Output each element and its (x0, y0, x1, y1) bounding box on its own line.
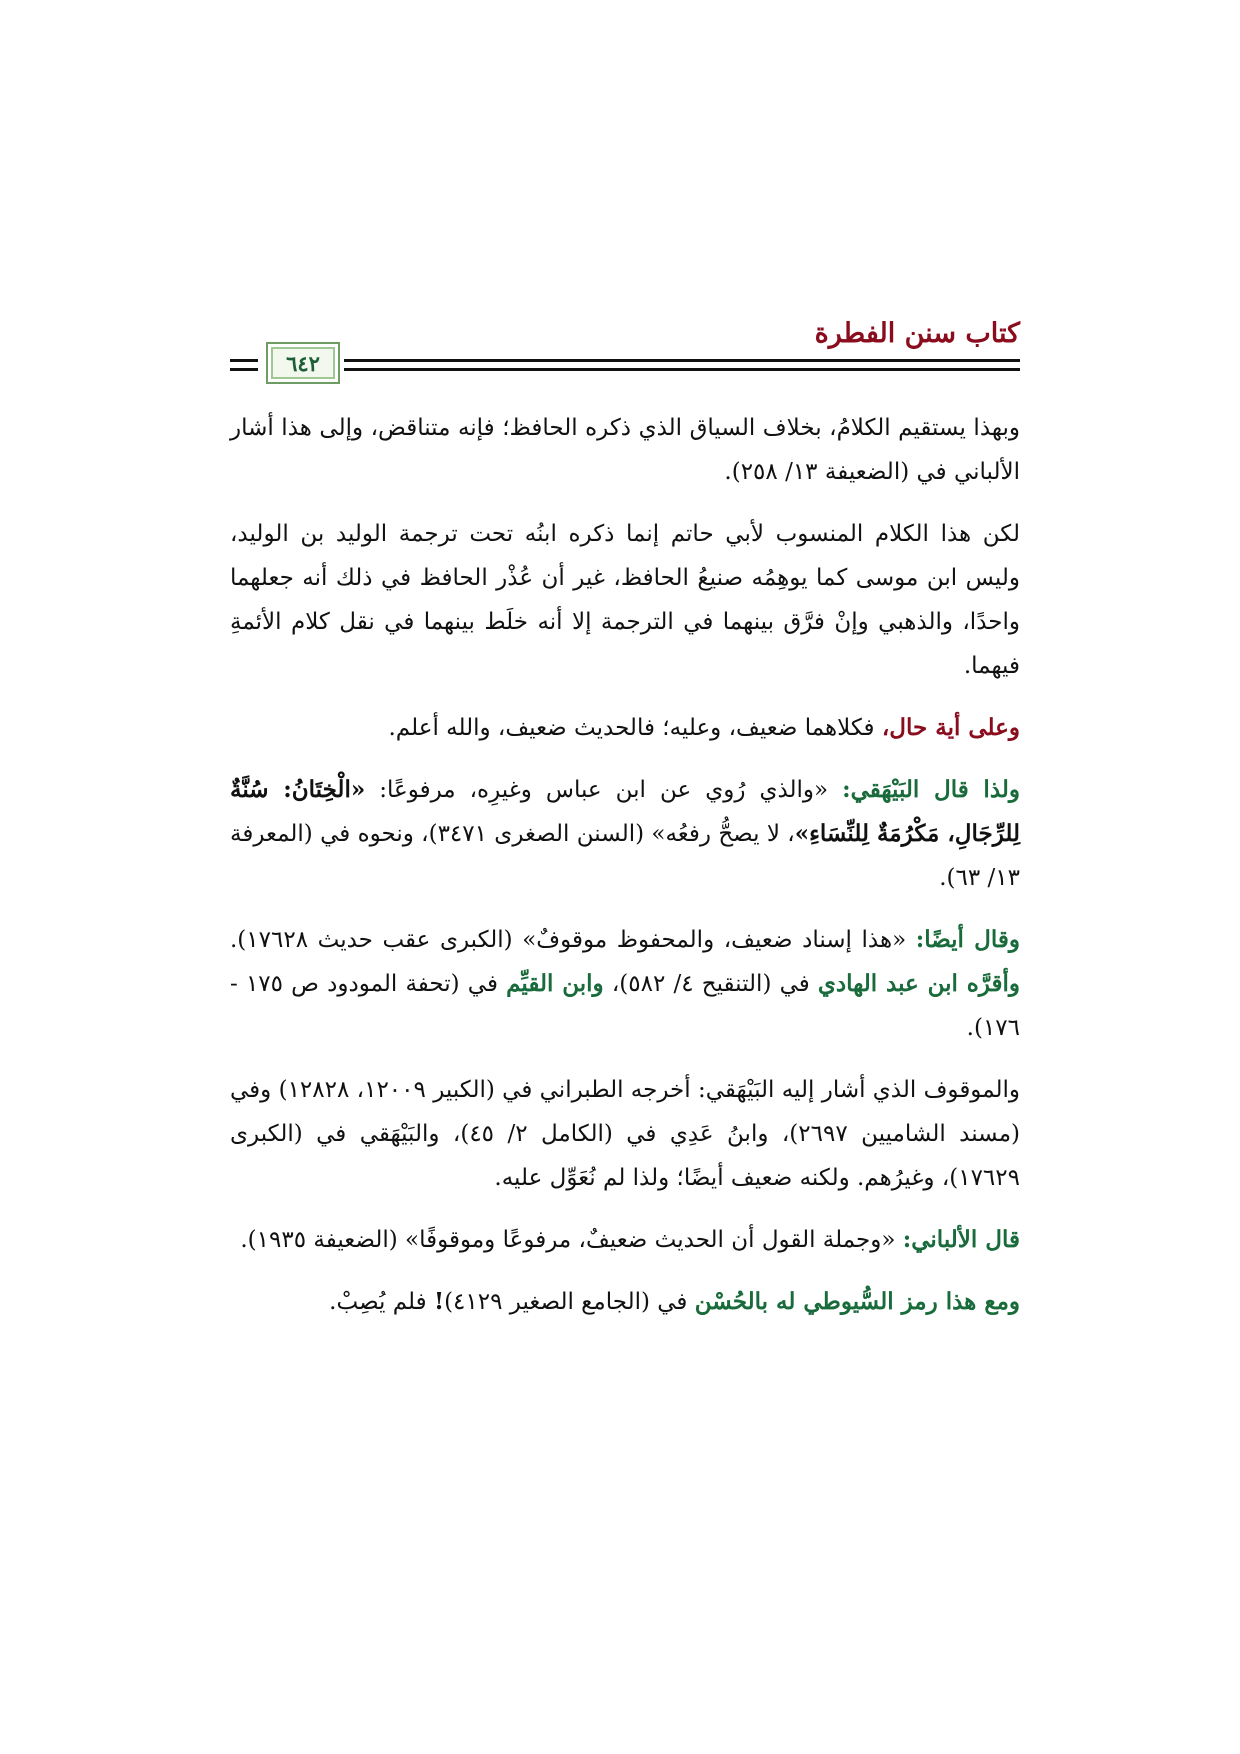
highlighted-lead: وعلى أية حال، (881, 714, 1020, 741)
paragraph-text: في (التنقيح ٤/ ٥٨٢)، (603, 971, 818, 997)
paragraph (230, 1068, 1020, 1200)
paragraph (230, 918, 1020, 1050)
paragraph-text: ، لا يصحُّ رفعُه» (السنن الصغرى ٣٤٧١)، ونحوه في (المعرفة ١٣/ ٦٣). (230, 821, 1020, 891)
highlighted-lead: ومع هذا رمز السُّيوطي له بالحُسْن (694, 1288, 1020, 1315)
paragraph-text: في (الجامع الصغير ٤١٢٩) (444, 1289, 695, 1315)
page-number-badge: ٦٤٢ (266, 342, 340, 384)
paragraph-text: فلم يُصِبْ. (329, 1289, 434, 1315)
highlighted-lead: قال الألباني: (902, 1226, 1020, 1253)
page-body (230, 406, 1020, 1342)
highlighted-lead: وقال أيضًا: (915, 926, 1021, 953)
paragraph (230, 1218, 1020, 1262)
paragraph-text: في (تحفة المودود ص ١٧٥ - ١٧٦). (230, 971, 1020, 1041)
paragraph-text: والموقوف الذي أشار إليه البَيْهَقي: أخرجه الطبراني في (الكبير ١٢٠٠٩، ١٢٨٢٨) وفي (مسند الشاميين ٢٦٩٧)، وابنُ عَدِي في (الكامل ٢/ ٤٥)، والبَيْهَقي في (الكبرى ١٧٦٢٩)، وغيرُهم. ولكنه ضعيف أيضًا؛ ولذا لم نُعَوِّل عليه. (230, 1077, 1020, 1191)
exclamation-mark: ! (433, 1288, 445, 1315)
header-rule (344, 359, 1020, 362)
paragraph (230, 768, 1020, 900)
paragraph-text: لكن هذا الكلام المنسوب لأبي حاتم إنما ذكره ابنُه تحت ترجمة الوليد بن الوليد، وليس ابن موسى كما يوهِمُه صنيعُ الحافظ، غير أن عُذْر الحافظ في ذلك أنه جعلهما واحدًا، والذهبي وإنْ فرَّق بينهما في الترجمة إلا أنه خلَط بينهما في نقل كلام الأئمةِ فيهما. (230, 521, 1020, 679)
paragraph (230, 706, 1020, 750)
header-rule (230, 368, 258, 371)
header-rule (230, 359, 258, 362)
highlighted-name: وابن القيِّم (506, 970, 604, 997)
hadith-quote: «الْخِتَانُ: سُنَّةٌ لِلرِّجَالِ، مَكْرُمَةٌ لِلنِّسَاءِ» (230, 776, 1021, 847)
header-rule (344, 368, 1020, 371)
paragraph-text: «هذا إسناد ضعيف، والمحفوظ موقوفٌ» (الكبرى عقب حديث ١٧٦٢٨). (230, 927, 916, 953)
paragraph (230, 512, 1020, 688)
book-title: كتاب سنن الفطرة (814, 318, 1020, 349)
paragraph-text: فكلاهما ضعيف، وعليه؛ فالحديث ضعيف، والله أعلم. (388, 715, 882, 741)
highlighted-name: وأقرَّه ابن عبد الهادي (817, 970, 1020, 997)
paragraph (230, 406, 1020, 494)
paragraph-text: «وجملة القول أن الحديث ضعيفٌ، مرفوعًا وموقوفًا» (الضعيفة ١٩٣٥). (240, 1227, 903, 1253)
page-header (230, 318, 1020, 380)
paragraph (230, 1280, 1020, 1324)
paragraph-text: وبهذا يستقيم الكلامُ، بخلاف السياق الذي ذكره الحافظ؛ فإنه متناقض، وإلى هذا أشار الألباني في (الضعيفة ١٣/ ٢٥٨). (230, 415, 1020, 485)
highlighted-lead: ولذا قال البَيْهَقي: (842, 776, 1021, 803)
paragraph-text: «والذي رُوي عن ابن عباس وغيرِه، مرفوعًا: (365, 777, 843, 803)
